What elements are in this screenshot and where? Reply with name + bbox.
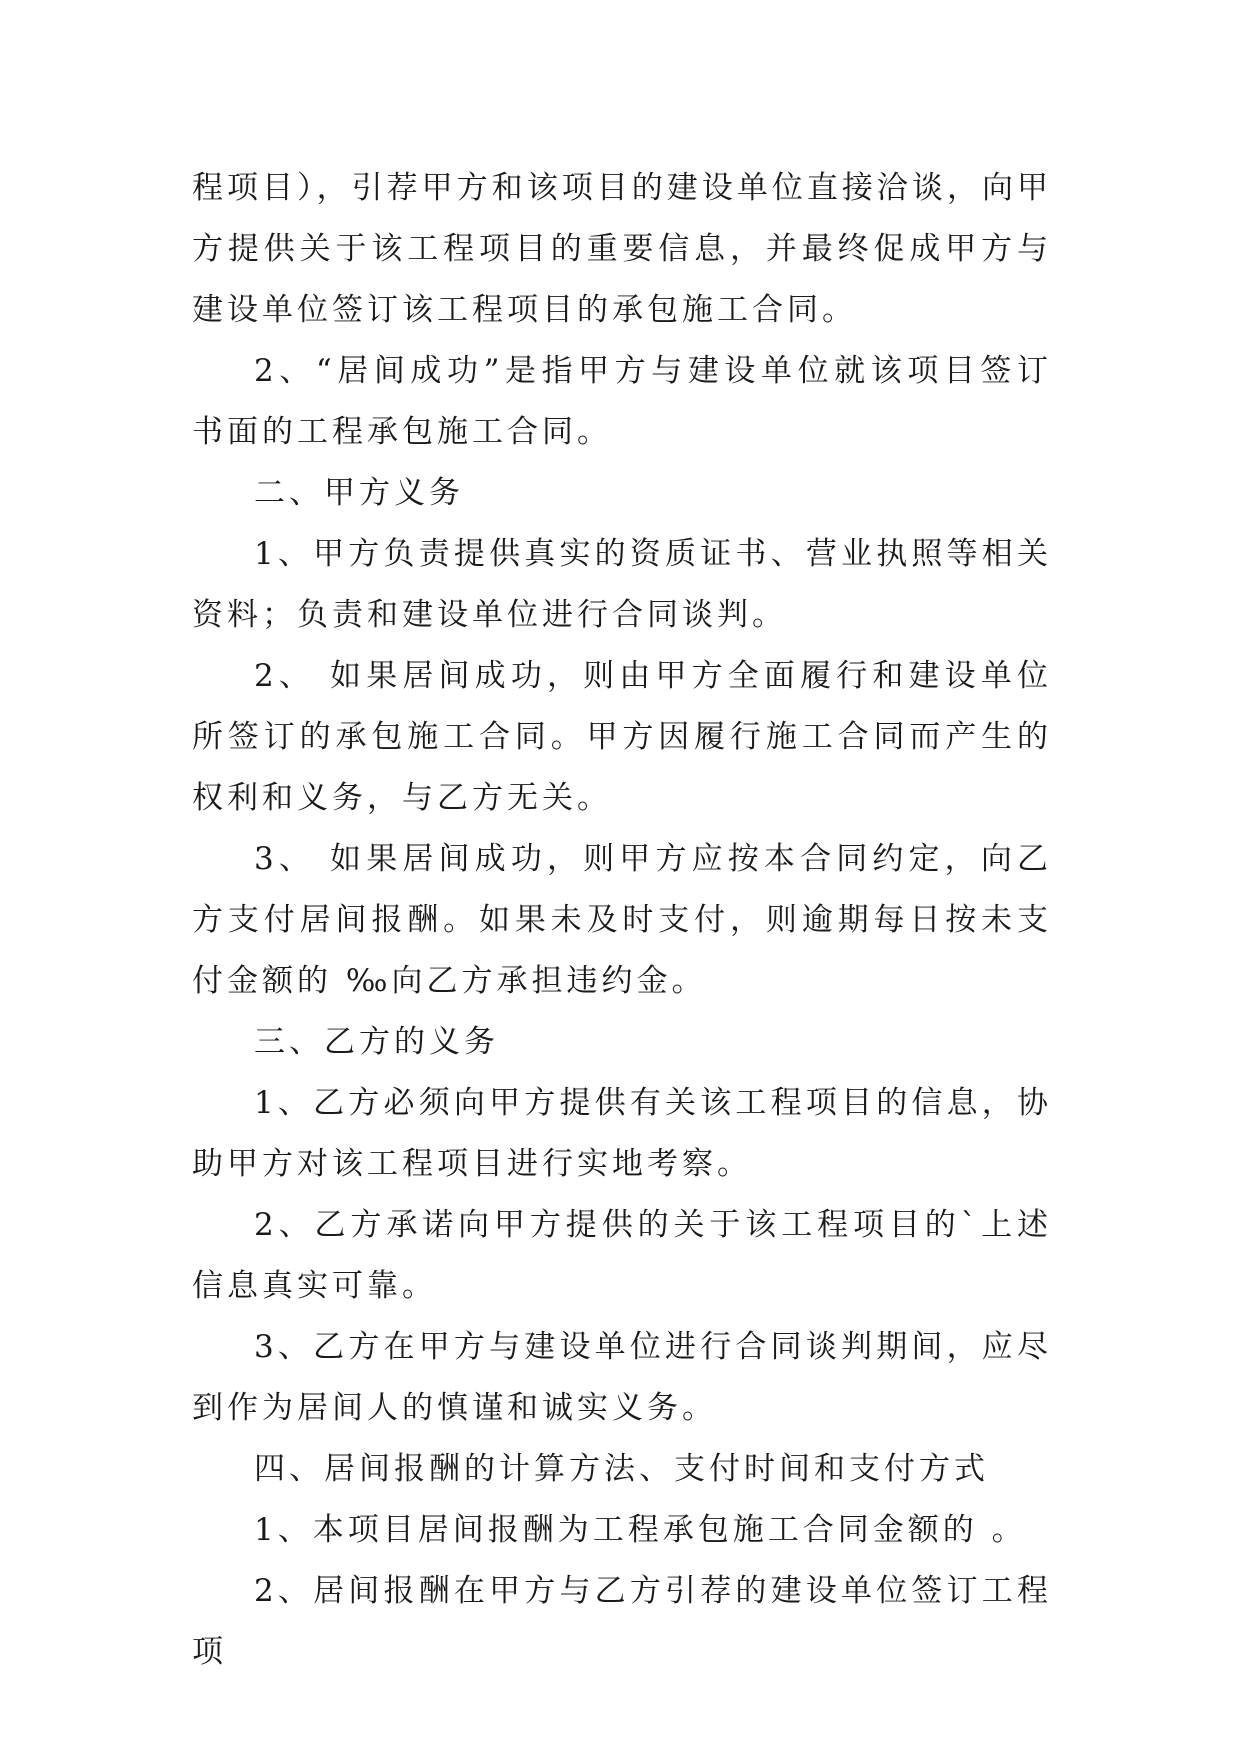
paragraph-continued-intro: 程项目），引荐甲方和该项目的建设单位直接洽谈，向甲方提供关于该工程项目的重要信息，并最终促成甲方与建设单位签订该工程项目的承包施工合同。 xyxy=(192,170,1052,328)
paragraph-remuneration-1: 1、本项目居间报酬为工程承包施工合同金额的 。 xyxy=(254,1512,1027,1548)
paragraph-party-b-1: 1、乙方必须向甲方提供有关该工程项目的信息，协助甲方对该工程项目进行实地考察。 xyxy=(192,1085,1052,1182)
section-heading-remuneration: 四、居间报酬的计算方法、支付时间和支付方式 xyxy=(254,1451,989,1487)
paragraph-party-b-2: 2、乙方承诺向甲方提供的关于该工程项目的`上述信息真实可靠。 xyxy=(192,1207,1052,1304)
paragraph-party-a-1: 1、甲方负责提供真实的资质证书、营业执照等相关资料；负责和建设单位进行合同谈判。 xyxy=(192,536,1052,633)
paragraph-remuneration-2: 2、居间报酬在甲方与乙方引荐的建设单位签订工程项 xyxy=(192,1573,1052,1670)
paragraph-party-b-3: 3、乙方在甲方与建设单位进行合同谈判期间，应尽到作为居间人的慎谨和诚实义务。 xyxy=(192,1329,1052,1426)
paragraph-party-a-3: 3、 如果居间成功，则甲方应按本合同约定，向乙方支付居间报酬。如果未及时支付，则逾期每日按未支付金额的 ‰向乙方承担违约金。 xyxy=(192,841,1052,999)
section-heading-party-b-obligations: 三、乙方的义务 xyxy=(254,1024,499,1060)
section-heading-party-a-obligations: 二、甲方义务 xyxy=(254,475,464,511)
document-body xyxy=(192,158,1052,1683)
paragraph-clause-1-2: 2、“居间成功”是指甲方与建设单位就该项目签订书面的工程承包施工合同。 xyxy=(192,353,1052,450)
paragraph-party-a-2: 2、 如果居间成功，则由甲方全面履行和建设单位所签订的承包施工合同。甲方因履行施工合同而产生的权利和义务，与乙方无关。 xyxy=(192,658,1052,816)
